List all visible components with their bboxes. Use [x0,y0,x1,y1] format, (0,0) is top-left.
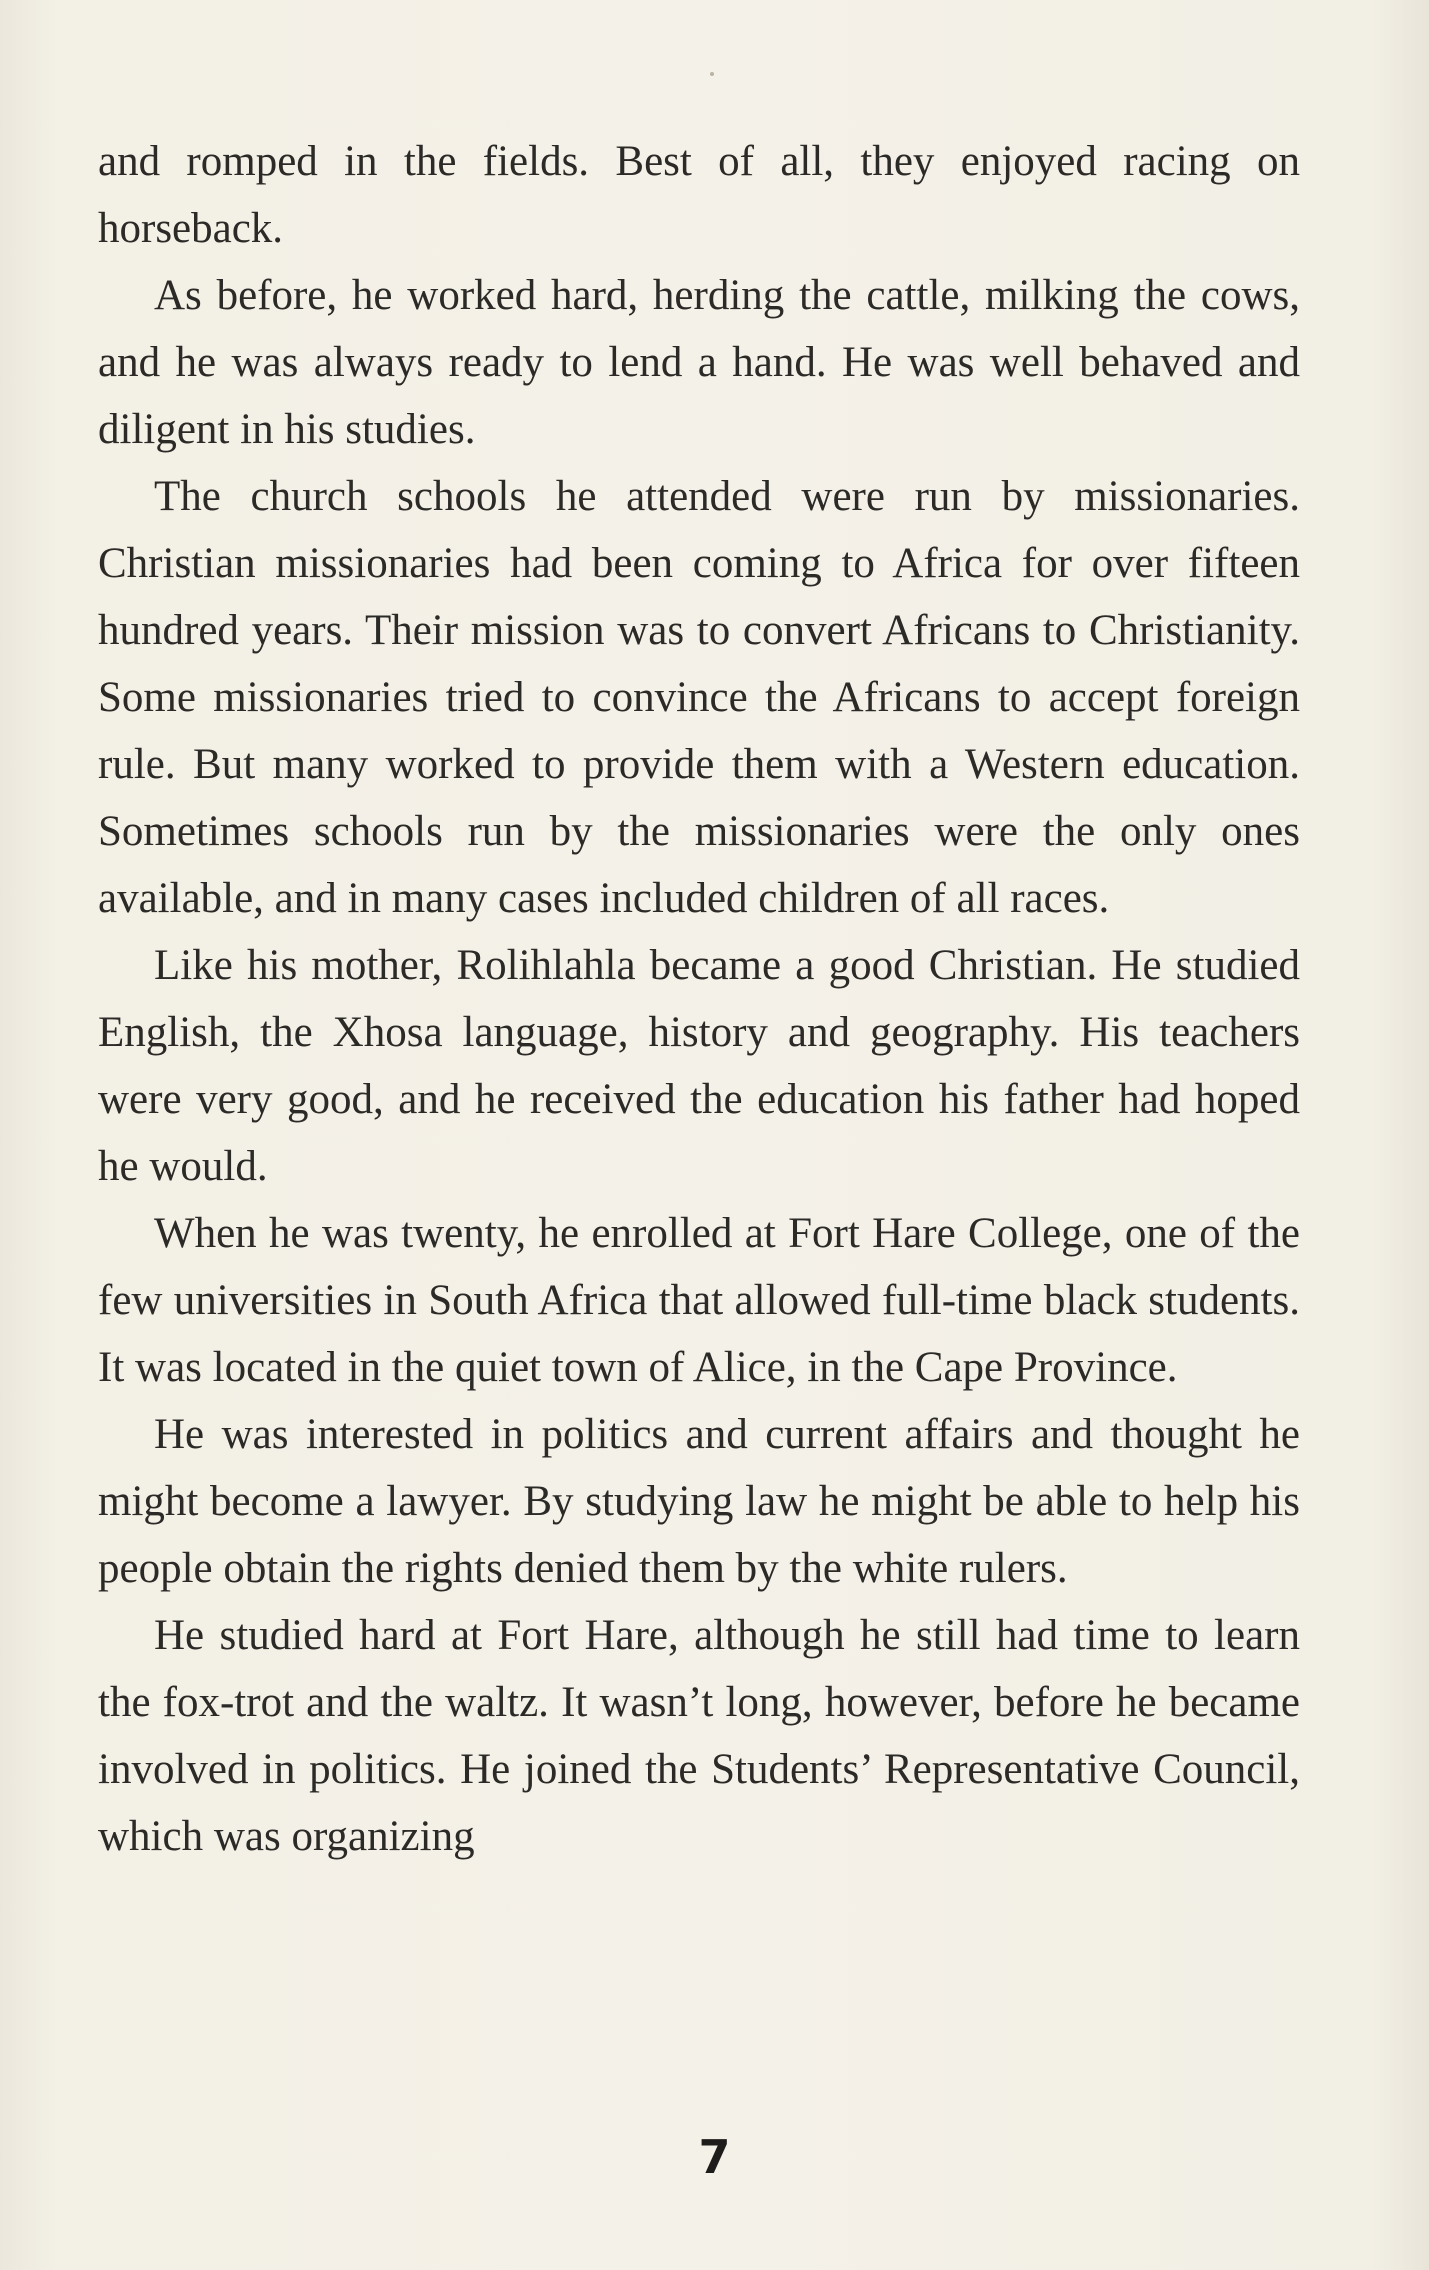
page-number: 7 [698,2130,731,2184]
paper-speck [710,72,714,76]
paragraph: He was interested in politics and current affairs and thought he might become a lawyer. By studying law he might be able to help his people obtain the rights denied them by the white rulers. [98,1411,1300,1592]
paragraph: Like his mother, Rolihlahla became a good Christian. He studied English, the Xhosa language, history and geography. His teachers were very good, and he received the education his father had hoped he would. [98,942,1300,1190]
paragraph: He studied hard at Fort Hare, although he still had time to learn the fox-trot and the waltz. It wasn’t long, however, before he became involved in politics. He joined the Students’ Representative Council, which was organizing [98,1612,1300,1860]
paragraph-continued: and romped in the fields. Best of all, they enjoyed racing on horseback. [98,138,1300,252]
paragraph: As before, he worked hard, herding the cattle, milking the cows, and he was always ready to lend a hand. He was well behaved and diligent in his studies. [98,272,1300,453]
paragraph: When he was twenty, he enrolled at Fort Hare College, one of the few universities in South Africa that allowed full-time black students. It was located in the quiet town of Alice, in the Cape Province. [98,1210,1300,1391]
body-text [98,128,1300,1870]
paragraph: The church schools he attended were run by missionaries. Christian missionaries had been coming to Africa for over fifteen hundred years. Their mission was to convert Africans to Christianity. Some missionaries tried to convince the Africans to accept foreign rule. But many worked to provide them with a Western education. Sometimes schools run by the missionaries were the only ones available, and in many cases included children of all races. [98,473,1300,922]
